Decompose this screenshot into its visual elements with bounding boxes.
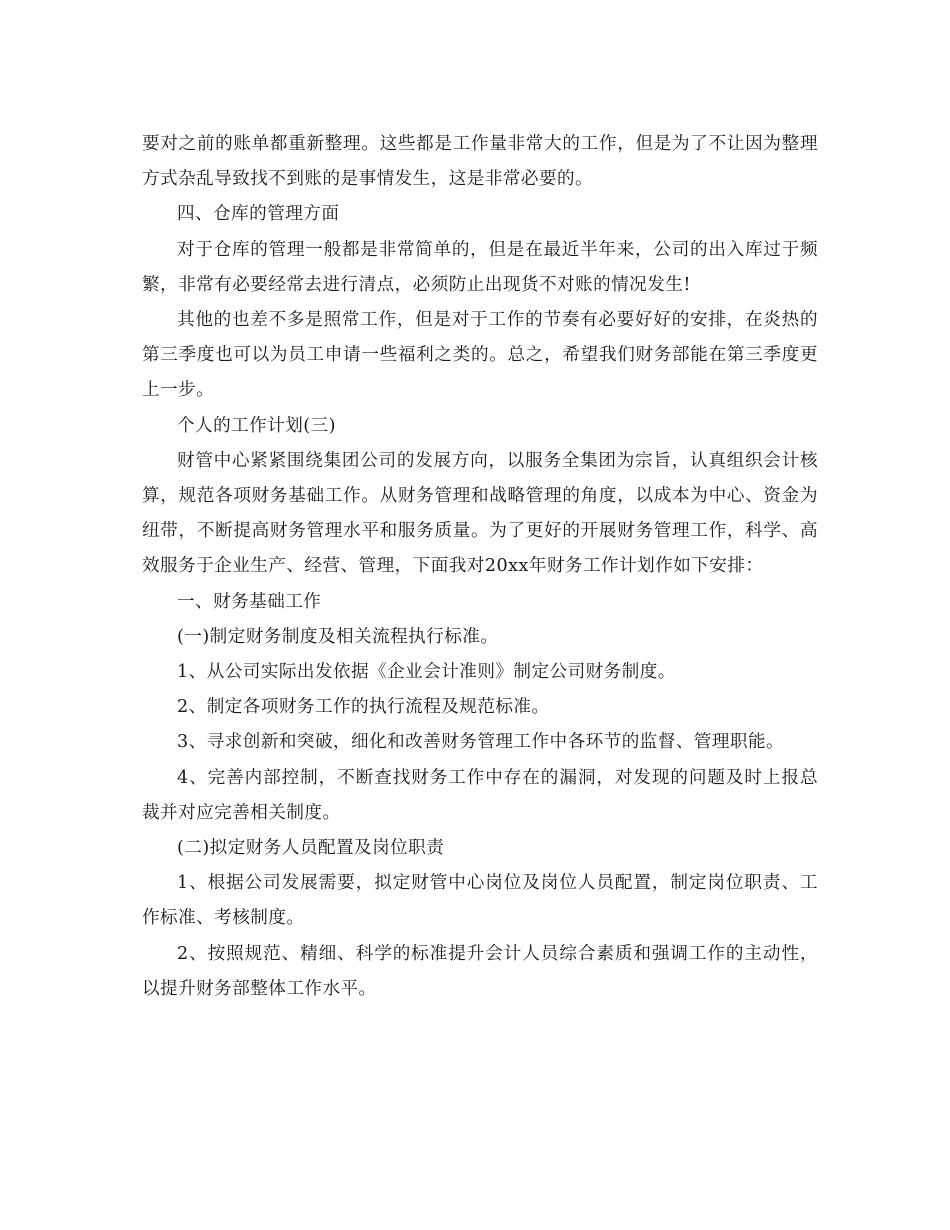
paragraph-9: 1、从公司实际出发依据《企业会计准则》制定公司财务制度。	[177, 662, 676, 683]
paragraph-1: 要对之前的账单都重新整理。这些都是工作量非常大的工作，但是为了不让因为整理方式杂乱导致找不到账的是事情发生，这是非常必要的。	[142, 134, 818, 190]
paragraph-3: 对于仓库的管理一般都是非常简单的，但是在最近半年来，公司的出入库过于频繁，非常有必要经常去进行清点，必须防止出现货不对账的情况发生!	[142, 239, 818, 295]
paragraph-5: 个人的工作计划(三)	[177, 415, 336, 436]
paragraph-12: 4、完善内部控制，不断查找财务工作中存在的漏洞，对发现的问题及时上报总裁并对应完善相关制度。	[142, 767, 818, 823]
paragraph-13: (二)拟定财务人员配置及岗位职责	[177, 838, 445, 859]
paragraph-6: 财管中心紧紧围绕集团公司的发展方向，以服务全集团为宗旨，认真组织会计核算，规范各项财务基础工作。从财务管理和战略管理的角度，以成本为中心、资金为纽带，不断提高财务管理水平和服务质量。为了更好的开展财务管理工作，科学、高效服务于企业生产、经营、管理，下面我对20xx年财务工作计划作如下安排：	[142, 450, 818, 577]
paragraph-14: 1、根据公司发展需要，拟定财管中心岗位及岗位人员配置，制定岗位职责、工作标准、考核制度。	[142, 873, 818, 929]
paragraph-7: 一、财务基础工作	[177, 591, 322, 612]
paragraph-4: 其他的也差不多是照常工作，但是对于工作的节奏有必要好好的安排，在炎热的第三季度也可以为员工申请一些福利之类的。总之，希望我们财务部能在第三季度更上一步。	[142, 310, 818, 401]
paragraph-10: 2、制定各项财务工作的执行流程及规范标准。	[177, 697, 550, 718]
paragraph-8: (一)制定财务制度及相关流程执行标准。	[177, 626, 499, 647]
document-body	[142, 127, 818, 1007]
paragraph-15: 2、按照规范、精细、科学的标准提升会计人员综合素质和强调工作的主动性，以提升财务部整体工作水平。	[142, 943, 818, 999]
paragraph-2: 四、仓库的管理方面	[177, 204, 340, 225]
paragraph-11: 3、寻求创新和突破，细化和改善财务管理工作中各环节的监督、管理职能。	[177, 732, 785, 753]
